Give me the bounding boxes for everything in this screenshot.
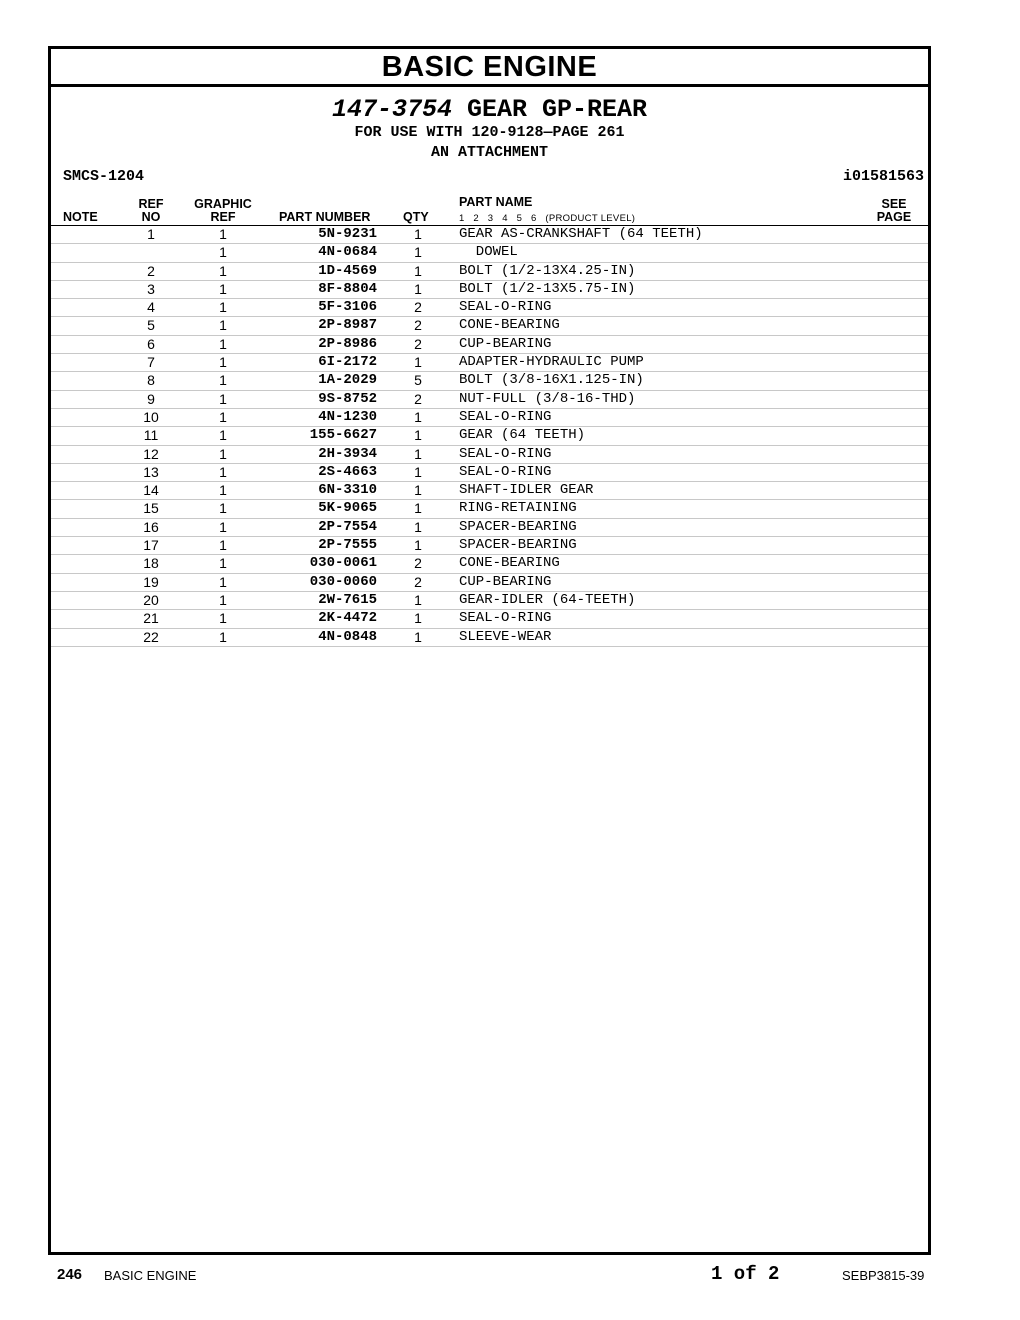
table-row: [51, 263, 928, 281]
qty-cell: 1: [414, 244, 422, 261]
qty-cell: 2: [414, 317, 422, 334]
part-number-cell: 4N-0684: [318, 244, 377, 261]
part-name-cell: BOLT (1/2-13X4.25-IN): [459, 262, 636, 279]
header-graphic-bottom: REF: [210, 210, 236, 224]
part-name-cell: NUT-FULL (3/8-16-THD): [459, 390, 636, 407]
table-row: [51, 427, 928, 445]
part-name-cell: ADAPTER-HYDRAULIC PUMP: [459, 354, 644, 371]
group-name: GEAR GP-REAR: [467, 95, 648, 124]
parts-table-body: [51, 226, 928, 647]
qty-cell: 5: [414, 372, 422, 389]
table-row: [51, 446, 928, 464]
qty-cell: 1: [414, 262, 422, 279]
ref-no-cell: 20: [143, 591, 159, 608]
part-number-cell: 155-6627: [309, 427, 377, 444]
part-number-cell: 030-0061: [309, 555, 377, 572]
part-name-cell: CUP-BEARING: [459, 573, 552, 590]
table-header: [51, 193, 928, 226]
part-name-cell: BOLT (3/8-16X1.125-IN): [459, 372, 644, 389]
table-row: [51, 592, 928, 610]
graphic-ref-cell: 1: [219, 537, 227, 554]
footer-page-number: 246: [57, 1266, 83, 1283]
table-row: [51, 519, 928, 537]
part-name-cell: BOLT (1/2-13X5.75-IN): [459, 280, 636, 297]
table-row: [51, 629, 928, 647]
table-row: [51, 537, 928, 555]
table-row: [51, 336, 928, 354]
ref-no-cell: 14: [143, 482, 159, 499]
header-note: NOTE: [63, 210, 98, 224]
table-row: [51, 555, 928, 573]
graphic-ref-cell: 1: [219, 280, 227, 297]
ref-no-cell: 15: [143, 500, 159, 517]
ref-no-cell: 1: [147, 226, 155, 242]
part-number-cell: 5N-9231: [318, 226, 377, 242]
qty-cell: 2: [414, 555, 422, 572]
part-number-cell: 4N-0848: [318, 628, 377, 645]
header-see-page: [874, 198, 914, 224]
header-ref-bottom: NO: [141, 210, 161, 224]
part-number-cell: 2P-7554: [318, 518, 377, 535]
part-name-cell: DOWEL: [459, 244, 518, 261]
qty-cell: 2: [414, 573, 422, 590]
ref-no-cell: 4: [147, 299, 155, 316]
graphic-ref-cell: 1: [219, 262, 227, 279]
ref-no-cell: 9: [147, 390, 155, 407]
part-number-cell: 2W-7615: [318, 591, 377, 608]
qty-cell: 1: [414, 500, 422, 517]
ref-no-cell: 17: [143, 537, 159, 554]
qty-cell: 1: [414, 408, 422, 425]
qty-cell: 1: [414, 445, 422, 462]
attachment-label: AN ATTACHMENT: [430, 144, 549, 161]
group-part-number: 147-3754: [331, 95, 452, 124]
part-name-cell: CONE-BEARING: [459, 555, 560, 572]
table-row: [51, 464, 928, 482]
table-row: [51, 226, 928, 244]
table-row: [51, 500, 928, 518]
part-name-cell: SLEEVE-WEAR: [459, 628, 552, 645]
page-footer: [0, 1262, 1020, 1292]
part-name-cell: SEAL-O-RING: [459, 445, 552, 462]
part-name-cell: RING-RETAINING: [459, 500, 577, 517]
part-name-cell: CUP-BEARING: [459, 335, 552, 352]
table-row: [51, 409, 928, 427]
ref-no-cell: 3: [147, 280, 155, 297]
graphic-ref-cell: 1: [219, 226, 227, 242]
graphic-ref-cell: 1: [219, 518, 227, 535]
graphic-ref-cell: 1: [219, 500, 227, 517]
header-graphic-ref: [189, 198, 257, 224]
ref-no-cell: 7: [147, 354, 155, 371]
graphic-ref-cell: 1: [219, 299, 227, 316]
part-number-cell: 5F-3106: [318, 299, 377, 316]
part-name-cell: SEAL-O-RING: [459, 408, 552, 425]
part-name-cell: GEAR AS-CRANKSHAFT (64 TEETH): [459, 226, 703, 242]
for-use-with: FOR USE WITH 120-9128—PAGE 261: [354, 124, 625, 141]
part-number-cell: 8F-8804: [318, 280, 377, 297]
part-number-cell: 6N-3310: [318, 482, 377, 499]
qty-cell: 1: [414, 537, 422, 554]
part-number-cell: 6I-2172: [318, 354, 377, 371]
footer-page-of: 1 of 2: [711, 1263, 780, 1285]
part-number-cell: 2P-8986: [318, 335, 377, 352]
part-name-cell: GEAR-IDLER (64-TEETH): [459, 591, 636, 608]
part-number-cell: 2H-3934: [318, 445, 377, 462]
table-row: [51, 482, 928, 500]
graphic-ref-cell: 1: [219, 463, 227, 480]
parts-page-frame: [48, 46, 931, 1255]
part-number-cell: 4N-1230: [318, 408, 377, 425]
header-part-name: PART NAME: [459, 195, 533, 209]
table-row: [51, 610, 928, 628]
graphic-ref-cell: 1: [219, 482, 227, 499]
graphic-ref-cell: 1: [219, 354, 227, 371]
group-title: [51, 97, 928, 123]
part-name-cell: SPACER-BEARING: [459, 537, 577, 554]
header-product-levels: 1 2 3 4 5 6 (PRODUCT LEVEL): [459, 213, 636, 224]
footer-section: BASIC ENGINE: [104, 1268, 197, 1283]
graphic-ref-cell: 1: [219, 335, 227, 352]
smcs-code: SMCS-1204: [63, 168, 145, 185]
table-row: [51, 574, 928, 592]
part-number-cell: 1D-4569: [318, 262, 377, 279]
qty-cell: 1: [414, 628, 422, 645]
graphic-ref-cell: 1: [219, 573, 227, 590]
part-name-cell: SEAL-O-RING: [459, 610, 552, 627]
qty-cell: 1: [414, 591, 422, 608]
part-name-cell: SEAL-O-RING: [459, 299, 552, 316]
ref-no-cell: 22: [143, 628, 159, 645]
part-name-cell: SPACER-BEARING: [459, 518, 577, 535]
ref-no-cell: 16: [143, 518, 159, 535]
header-qty: QTY: [403, 210, 429, 224]
qty-cell: 1: [414, 482, 422, 499]
part-name-cell: GEAR (64 TEETH): [459, 427, 586, 444]
ref-no-cell: 19: [143, 573, 159, 590]
table-row: [51, 354, 928, 372]
qty-cell: 1: [414, 354, 422, 371]
part-number-cell: 2K-4472: [318, 610, 377, 627]
header-see-bottom: PAGE: [876, 210, 912, 224]
part-number-cell: 030-0060: [309, 573, 377, 590]
graphic-ref-cell: 1: [219, 555, 227, 572]
illustration-id: i01581563: [842, 168, 924, 185]
header-part-number: PART NUMBER: [279, 210, 371, 224]
header-graphic-top: GRAPHIC: [194, 197, 252, 211]
qty-cell: 2: [414, 335, 422, 352]
part-name-cell: CONE-BEARING: [459, 317, 560, 334]
part-number-cell: 2S-4663: [318, 463, 377, 480]
graphic-ref-cell: 1: [219, 372, 227, 389]
graphic-ref-cell: 1: [219, 445, 227, 462]
graphic-ref-cell: 1: [219, 591, 227, 608]
header-ref-no: [133, 198, 169, 224]
table-row: [51, 372, 928, 390]
part-number-cell: 2P-7555: [318, 537, 377, 554]
table-row: [51, 391, 928, 409]
table-row: [51, 244, 928, 262]
part-number-cell: 2P-8987: [318, 317, 377, 334]
ref-no-cell: 21: [143, 610, 159, 627]
part-name-cell: SHAFT-IDLER GEAR: [459, 482, 594, 499]
graphic-ref-cell: 1: [219, 408, 227, 425]
section-title: BASIC ENGINE: [51, 49, 928, 87]
ref-no-cell: 13: [143, 463, 159, 480]
header-see-top: SEE: [881, 197, 907, 211]
ref-no-cell: 11: [143, 427, 159, 444]
part-number-cell: 5K-9065: [318, 500, 377, 517]
part-number-cell: 9S-8752: [318, 390, 377, 407]
table-row: [51, 299, 928, 317]
ref-no-cell: 12: [143, 445, 159, 462]
qty-cell: 1: [414, 518, 422, 535]
part-name-cell: SEAL-O-RING: [459, 463, 552, 480]
ref-no-cell: 6: [147, 335, 155, 352]
ref-no-cell: 8: [147, 372, 155, 389]
ref-no-cell: 18: [143, 555, 159, 572]
ref-no-cell: 10: [143, 408, 159, 425]
qty-cell: 1: [414, 226, 422, 242]
graphic-ref-cell: 1: [219, 244, 227, 261]
table-row: [51, 281, 928, 299]
header-ref-top: REF: [138, 197, 164, 211]
qty-cell: 1: [414, 280, 422, 297]
table-row: [51, 317, 928, 335]
smcs-row: [63, 168, 924, 190]
graphic-ref-cell: 1: [219, 317, 227, 334]
graphic-ref-cell: 1: [219, 628, 227, 645]
qty-cell: 2: [414, 299, 422, 316]
ref-no-cell: 2: [147, 262, 155, 279]
graphic-ref-cell: 1: [219, 610, 227, 627]
part-number-cell: 1A-2029: [318, 372, 377, 389]
qty-cell: 1: [414, 427, 422, 444]
graphic-ref-cell: 1: [219, 390, 227, 407]
qty-cell: 1: [414, 610, 422, 627]
footer-doc-id: SEBP3815-39: [842, 1268, 925, 1283]
group-header: [51, 97, 928, 163]
qty-cell: 1: [414, 463, 422, 480]
ref-no-cell: 5: [147, 317, 155, 334]
graphic-ref-cell: 1: [219, 427, 227, 444]
qty-cell: 2: [414, 390, 422, 407]
